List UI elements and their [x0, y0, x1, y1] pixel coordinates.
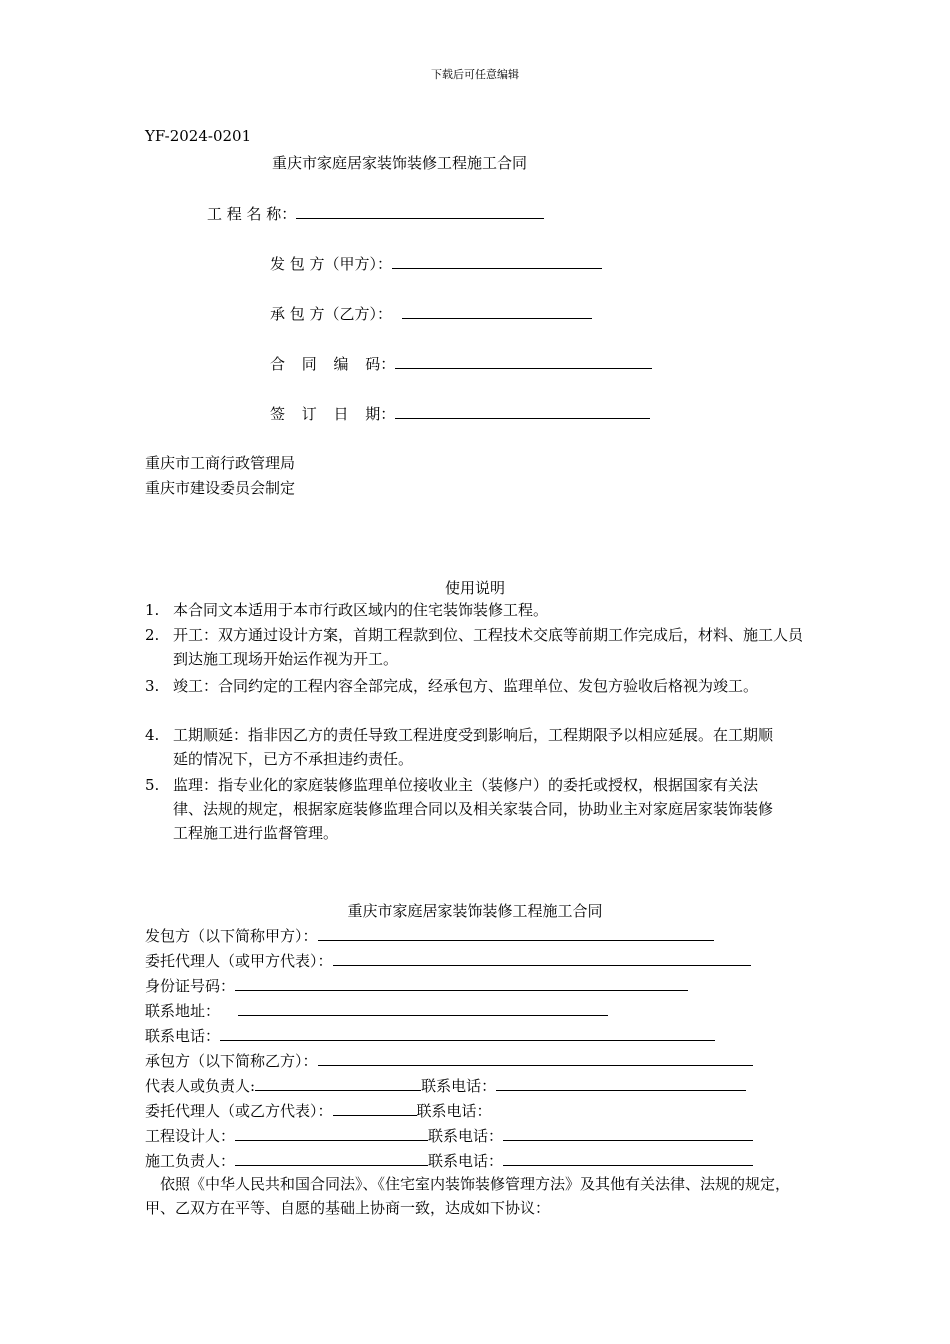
phone-line [145, 1025, 715, 1046]
id-number-line [145, 975, 688, 996]
item-text: 本合同文本适用于本市行政区域内的住宅装饰装修工程。 [173, 601, 549, 619]
item-number: 5. [145, 776, 160, 794]
designer-phone-label: 联系电话： [428, 1127, 504, 1145]
instructions-title: 使用说明 [444, 579, 505, 597]
address-blank [238, 1001, 608, 1016]
id-number-label: 身份证号码： [145, 977, 236, 995]
address-line [145, 1000, 608, 1021]
party-b-blank [402, 304, 592, 319]
cover-title: 重庆市家庭居家装饰装修工程施工合同 [272, 154, 528, 172]
representative-phone-blank [496, 1076, 746, 1091]
designer-blank [235, 1126, 428, 1141]
item-text: 竣工：合同约定的工程内容全部完成，经承包方、监理单位、发包方验收后格视为竣工。 [173, 677, 759, 695]
party-b-line [145, 1050, 753, 1071]
representative-blank [255, 1076, 421, 1091]
party-a-field [270, 253, 602, 274]
party-a-label: 发 包 方（甲方）： [270, 255, 393, 273]
party-a-agent-label: 委托代理人（或甲方代表）： [145, 952, 333, 970]
address-label: 联系地址： [145, 1002, 221, 1020]
construction-lead-label: 施工负责人： [145, 1152, 236, 1170]
contract-code-blank [395, 354, 652, 369]
party-a-agent-blank [333, 951, 751, 966]
phone-label: 联系电话： [145, 1027, 221, 1045]
party-a-line-label: 发包方（以下简称甲方）： [145, 927, 318, 945]
authority-1: 重庆市工商行政管理局 [145, 454, 296, 472]
id-number-blank [235, 976, 688, 991]
contract-code-field [270, 353, 652, 374]
party-a-line [145, 925, 714, 946]
party-b-agent-line [145, 1100, 492, 1121]
designer-label: 工程设计人： [145, 1127, 236, 1145]
sign-date-label: 签 订 日 期： [270, 405, 396, 423]
contract-title: 重庆市家庭居家装饰装修工程施工合同 [347, 902, 603, 920]
designer-line [145, 1125, 753, 1146]
phone-blank [220, 1026, 715, 1041]
construction-lead-blank [235, 1151, 428, 1166]
item-number: 4. [145, 726, 160, 744]
document-code: YF-2024-0201 [145, 127, 252, 145]
party-a-blank [392, 254, 602, 269]
party-a-line-blank [318, 926, 714, 941]
item-number: 2. [145, 626, 160, 644]
item-number: 1. [145, 601, 160, 619]
download-note: 下载后可任意编辑 [431, 68, 519, 81]
instruction-item [145, 623, 815, 671]
party-b-line-label: 承包方（以下简称乙方）： [145, 1052, 318, 1070]
instruction-item [145, 674, 785, 698]
authority-2: 重庆市建设委员会制定 [145, 479, 296, 497]
item-text: 工期顺延：指非因乙方的责任导致工程进度受到影响后，工程期限予以相应延展。在工期顺延的情况下，已方不承担违约责任。 [173, 726, 774, 768]
representative-line [145, 1075, 746, 1096]
project-name-label: 工 程 名 称： [207, 205, 297, 223]
project-name-field [207, 203, 544, 224]
item-text: 监理：指专业化的家庭装修监理单位接收业主（装修户）的委托或授权，根据国家有关法律、法规的规定，根据家庭装修监理合同以及相关家装合同，协助业主对家庭居家装饰装修工程施工进行监督管理。 [173, 776, 774, 842]
party-b-agent-label: 委托代理人（或乙方代表）： [145, 1102, 333, 1120]
construction-lead-phone-blank [503, 1151, 753, 1166]
party-a-agent-line [145, 950, 751, 971]
instruction-item [145, 598, 815, 622]
project-name-blank [296, 204, 544, 219]
instruction-item [145, 723, 785, 771]
party-b-label: 承 包 方（乙方）： [270, 305, 393, 323]
construction-lead-phone-label: 联系电话： [428, 1152, 504, 1170]
sign-date-field [270, 403, 650, 424]
construction-lead-line [145, 1150, 753, 1171]
designer-phone-blank [503, 1126, 753, 1141]
item-number: 3. [145, 677, 160, 695]
party-b-line-blank [318, 1051, 753, 1066]
preamble-paragraph: 依照《中华人民共和国合同法》、《住宅室内装饰装修管理方法》及其他有关法律、法规的规定，甲、乙双方在平等、自愿的基础上协商一致，达成如下协议： [145, 1175, 791, 1217]
party-b-agent-phone-label: 联系电话： [416, 1102, 492, 1120]
party-b-field [270, 303, 592, 324]
contract-code-label: 合 同 编 码： [270, 355, 396, 373]
party-b-agent-blank [333, 1101, 417, 1116]
instruction-item [145, 773, 785, 845]
item-text: 开工：双方通过设计方案，首期工程款到位、工程技术交底等前期工作完成后，材料、施工人员到达施工现场开始运作视为开工。 [173, 626, 804, 668]
representative-phone-label: 联系电话： [421, 1077, 497, 1095]
representative-label: 代表人或负责人: [145, 1077, 256, 1095]
sign-date-blank [395, 404, 650, 419]
